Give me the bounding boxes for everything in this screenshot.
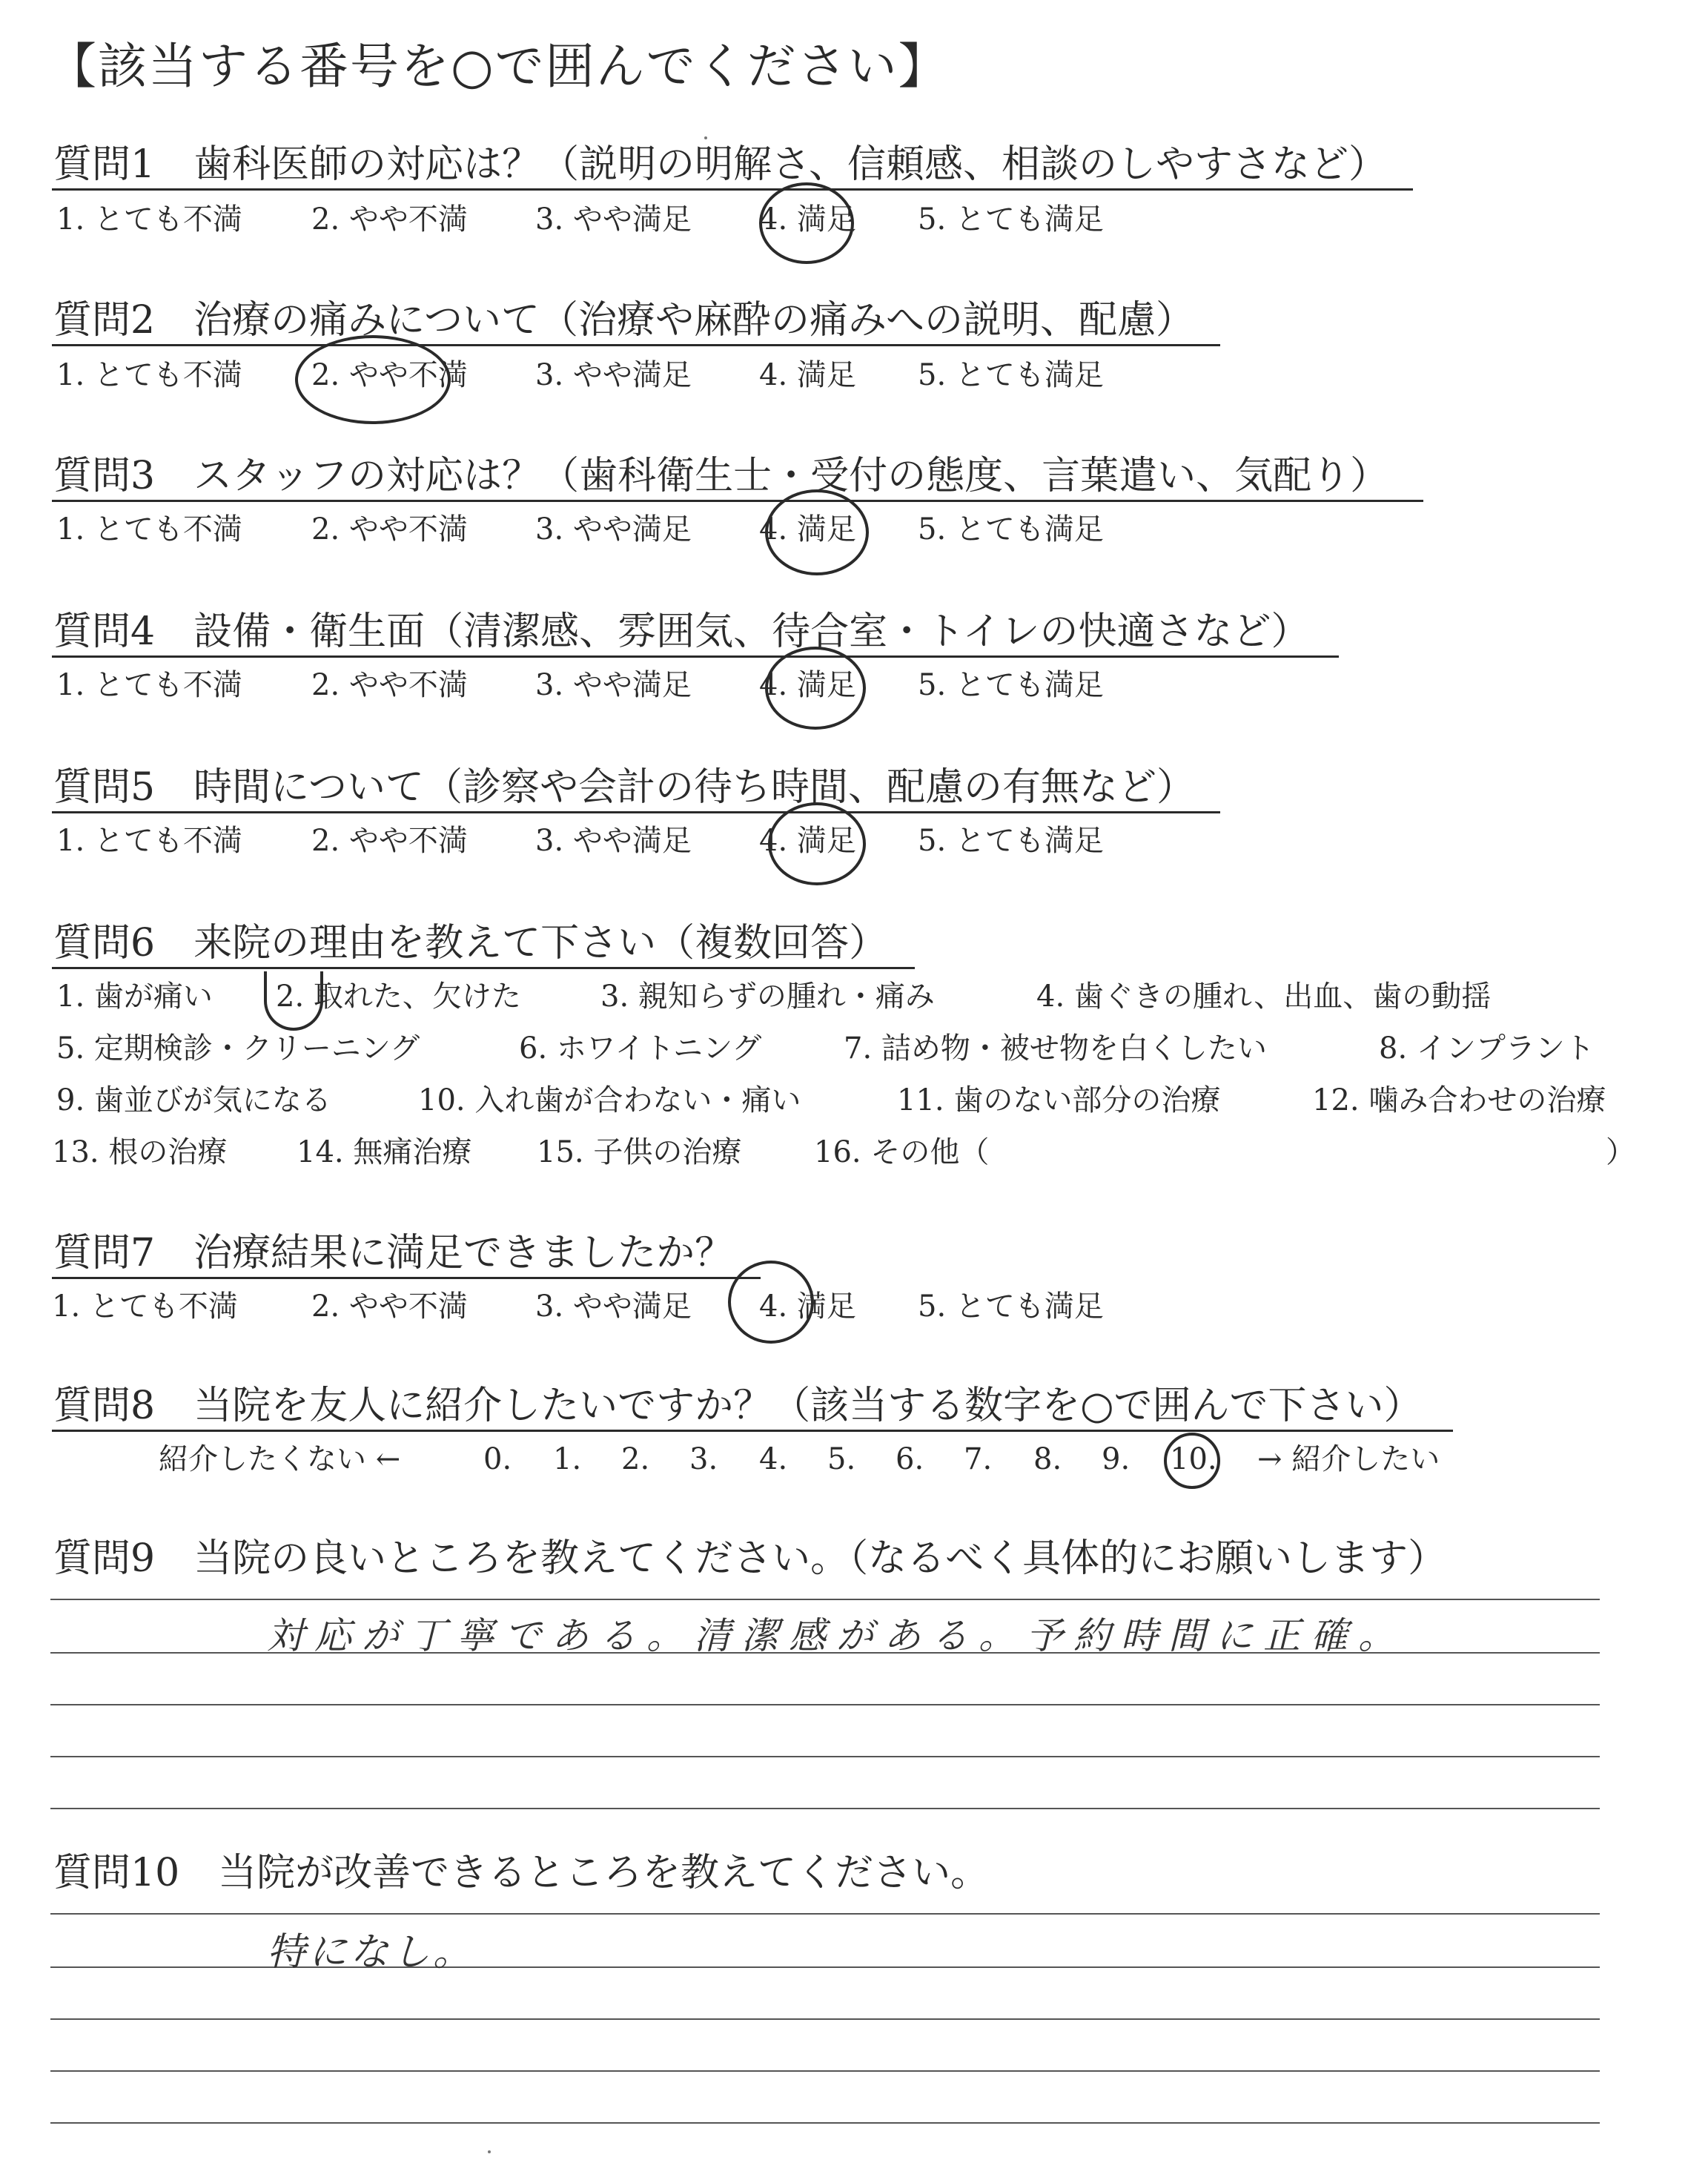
q5-option-5[interactable]: 5. とても満足	[918, 824, 1104, 858]
q5-option-1[interactable]: 1. とても不満	[56, 824, 242, 858]
q8-heading: 質問8 当院を友人に紹介したいですか？（該当する数字を○で囲んで下さい）	[53, 1384, 1423, 1428]
q6-option-7[interactable]: 7. 詰め物・被せ物を白くしたい	[844, 1031, 1267, 1066]
q3-underline	[52, 500, 1423, 502]
q10-answer-line	[50, 2122, 1600, 2124]
q7-underline	[52, 1277, 761, 1279]
q1-selection-circle	[759, 182, 854, 264]
q7-option-2[interactable]: 2. やや不満	[311, 1289, 468, 1324]
q6-option-8[interactable]: 8. インプラント	[1379, 1031, 1595, 1066]
q1-option-2[interactable]: 2. やや不満	[311, 202, 468, 237]
q6-underline	[52, 967, 915, 969]
q8-underline	[52, 1430, 1453, 1432]
q6-option-9[interactable]: 9. 歯並びが気になる	[56, 1083, 331, 1117]
q6-option-2[interactable]: 2. 取れた、欠けた	[276, 980, 521, 1014]
q2-option-5[interactable]: 5. とても満足	[918, 358, 1104, 392]
q1-heading: 質問1 歯科医師の対応は？（説明の明解さ、信頼感、相談のしやすさなど）	[53, 142, 1388, 187]
q6-option-16[interactable]: 16. その他（	[814, 1135, 990, 1169]
q4-underline	[52, 655, 1339, 658]
q8-right-label: → 紹介したい	[1257, 1442, 1440, 1476]
q8-option-2[interactable]: 2.	[621, 1442, 650, 1476]
q4-heading: 質問4 設備・衛生面（清潔感、雰囲気、待合室・トイレの快適さなど）	[53, 610, 1310, 654]
q5-underline	[52, 811, 1220, 813]
q1-option-5[interactable]: 5. とても満足	[918, 202, 1104, 237]
q2-option-3[interactable]: 3. やや満足	[535, 358, 692, 392]
q10-handwritten-answer[interactable]: 特になし。	[267, 1930, 475, 1975]
q8-left-label: 紹介したくない ←	[159, 1442, 401, 1476]
q2-option-4[interactable]: 4. 満足	[759, 358, 856, 392]
q7-option-1[interactable]: 1. とても不満	[52, 1289, 238, 1324]
q7-option-5[interactable]: 5. とても満足	[918, 1289, 1104, 1324]
page-title: 【該当する番号を○で囲んでください】	[47, 38, 949, 95]
q5-heading: 質問5 時間について（診察や会計の待ち時間、配慮の有無など）	[53, 765, 1196, 810]
q3-option-4[interactable]: 4. 満足	[759, 512, 856, 546]
q8-option-5[interactable]: 5.	[827, 1442, 856, 1476]
q10-answer-line	[50, 2018, 1600, 2020]
q10-heading: 質問10 当院が改善できるところを教えてください。	[53, 1851, 990, 1895]
q10-answer-line	[50, 1913, 1600, 1915]
scan-speck	[704, 136, 707, 139]
q4-option-1[interactable]: 1. とても不満	[56, 668, 242, 702]
q2-heading: 質問2 治療の痛みについて（治療や麻酔の痛みへの説明、配慮）	[53, 298, 1195, 343]
q6-option-15[interactable]: 15. 子供の治療	[537, 1135, 742, 1169]
q8-option-6[interactable]: 6.	[896, 1442, 924, 1476]
q5-option-2[interactable]: 2. やや不満	[311, 824, 468, 858]
q6-option-1[interactable]: 1. 歯が痛い	[56, 980, 213, 1014]
q9-answer-line	[50, 1808, 1600, 1809]
q6-selection-circle	[264, 971, 323, 1031]
q5-option-4[interactable]: 4. 満足	[759, 824, 856, 858]
q1-option-4[interactable]: 4. 満足	[759, 202, 856, 237]
q8-selection-circle	[1164, 1433, 1220, 1489]
q1-option-3[interactable]: 3. やや満足	[535, 202, 692, 237]
q2-option-2[interactable]: 2. やや不満	[311, 358, 468, 392]
q4-option-5[interactable]: 5. とても満足	[918, 668, 1104, 702]
q9-answer-line	[50, 1704, 1600, 1705]
q6-option-14[interactable]: 14. 無痛治療	[297, 1135, 472, 1169]
q6-option-5[interactable]: 5. 定期検診・クリーニング	[56, 1031, 420, 1066]
scan-speck	[488, 2150, 491, 2153]
q4-selection-circle	[765, 647, 866, 730]
q8-option-1[interactable]: 1.	[553, 1442, 582, 1476]
q6-option-4[interactable]: 4. 歯ぐきの腫れ、出血、歯の動揺	[1036, 980, 1492, 1014]
q4-option-4[interactable]: 4. 満足	[759, 668, 856, 702]
q6-option-12[interactable]: 12. 噛み合わせの治療	[1312, 1083, 1606, 1117]
q9-answer-line	[50, 1599, 1600, 1600]
q10-answer-line	[50, 2070, 1600, 2072]
q8-option-10[interactable]: 10.	[1170, 1442, 1217, 1476]
q8-option-8[interactable]: 8.	[1033, 1442, 1062, 1476]
q6-option-10[interactable]: 10. 入れ歯が合わない・痛い	[418, 1083, 801, 1117]
q6-option-6[interactable]: 6. ホワイトニング	[519, 1031, 762, 1066]
q5-selection-circle	[768, 802, 866, 885]
q7-selection-circle	[728, 1261, 814, 1344]
q8-option-0[interactable]: 0.	[483, 1442, 512, 1476]
q6-option-13[interactable]: 13. 根の治療	[52, 1135, 228, 1169]
q8-option-4[interactable]: 4.	[759, 1442, 788, 1476]
q1-option-1[interactable]: 1. とても不満	[56, 202, 242, 237]
q4-option-2[interactable]: 2. やや不満	[311, 668, 468, 702]
q1-underline	[52, 188, 1413, 191]
q7-option-4[interactable]: 4. 満足	[759, 1289, 856, 1324]
q2-selection-circle	[295, 335, 451, 424]
q3-option-1[interactable]: 1. とても不満	[56, 512, 242, 546]
q6-option-16-close-paren: ）	[1606, 1135, 1635, 1169]
q8-option-9[interactable]: 9.	[1102, 1442, 1131, 1476]
q3-option-2[interactable]: 2. やや不満	[311, 512, 468, 546]
q6-option-11[interactable]: 11. 歯のない部分の治療	[897, 1083, 1221, 1117]
q3-selection-circle	[765, 489, 869, 575]
q2-underline	[52, 344, 1220, 346]
q8-option-3[interactable]: 3.	[689, 1442, 718, 1476]
q7-heading: 質問7 治療結果に満足できましたか？	[53, 1231, 734, 1275]
q3-option-3[interactable]: 3. やや満足	[535, 512, 692, 546]
q3-heading: 質問3 スタッフの対応は？（歯科衛生士・受付の態度、言葉遣い、気配り）	[53, 454, 1389, 498]
q7-option-3[interactable]: 3. やや満足	[535, 1289, 692, 1324]
q2-option-1[interactable]: 1. とても不満	[56, 358, 242, 392]
q8-option-7[interactable]: 7.	[964, 1442, 993, 1476]
q3-option-5[interactable]: 5. とても満足	[918, 512, 1104, 546]
q5-option-3[interactable]: 3. やや満足	[535, 824, 692, 858]
q6-heading: 質問6 来院の理由を教えて下さい（複数回答）	[53, 921, 888, 965]
q4-option-3[interactable]: 3. やや満足	[535, 668, 692, 702]
q9-heading: 質問9 当院の良いところを教えてください。（なるべく具体的にお願いします）	[53, 1536, 1447, 1581]
q9-handwritten-answer[interactable]: 対応が丁寧である。清潔感がある。予約時間に正確。	[267, 1614, 1406, 1657]
q9-answer-line	[50, 1756, 1600, 1757]
q6-option-3[interactable]: 3. 親知らずの腫れ・痛み	[600, 980, 935, 1014]
